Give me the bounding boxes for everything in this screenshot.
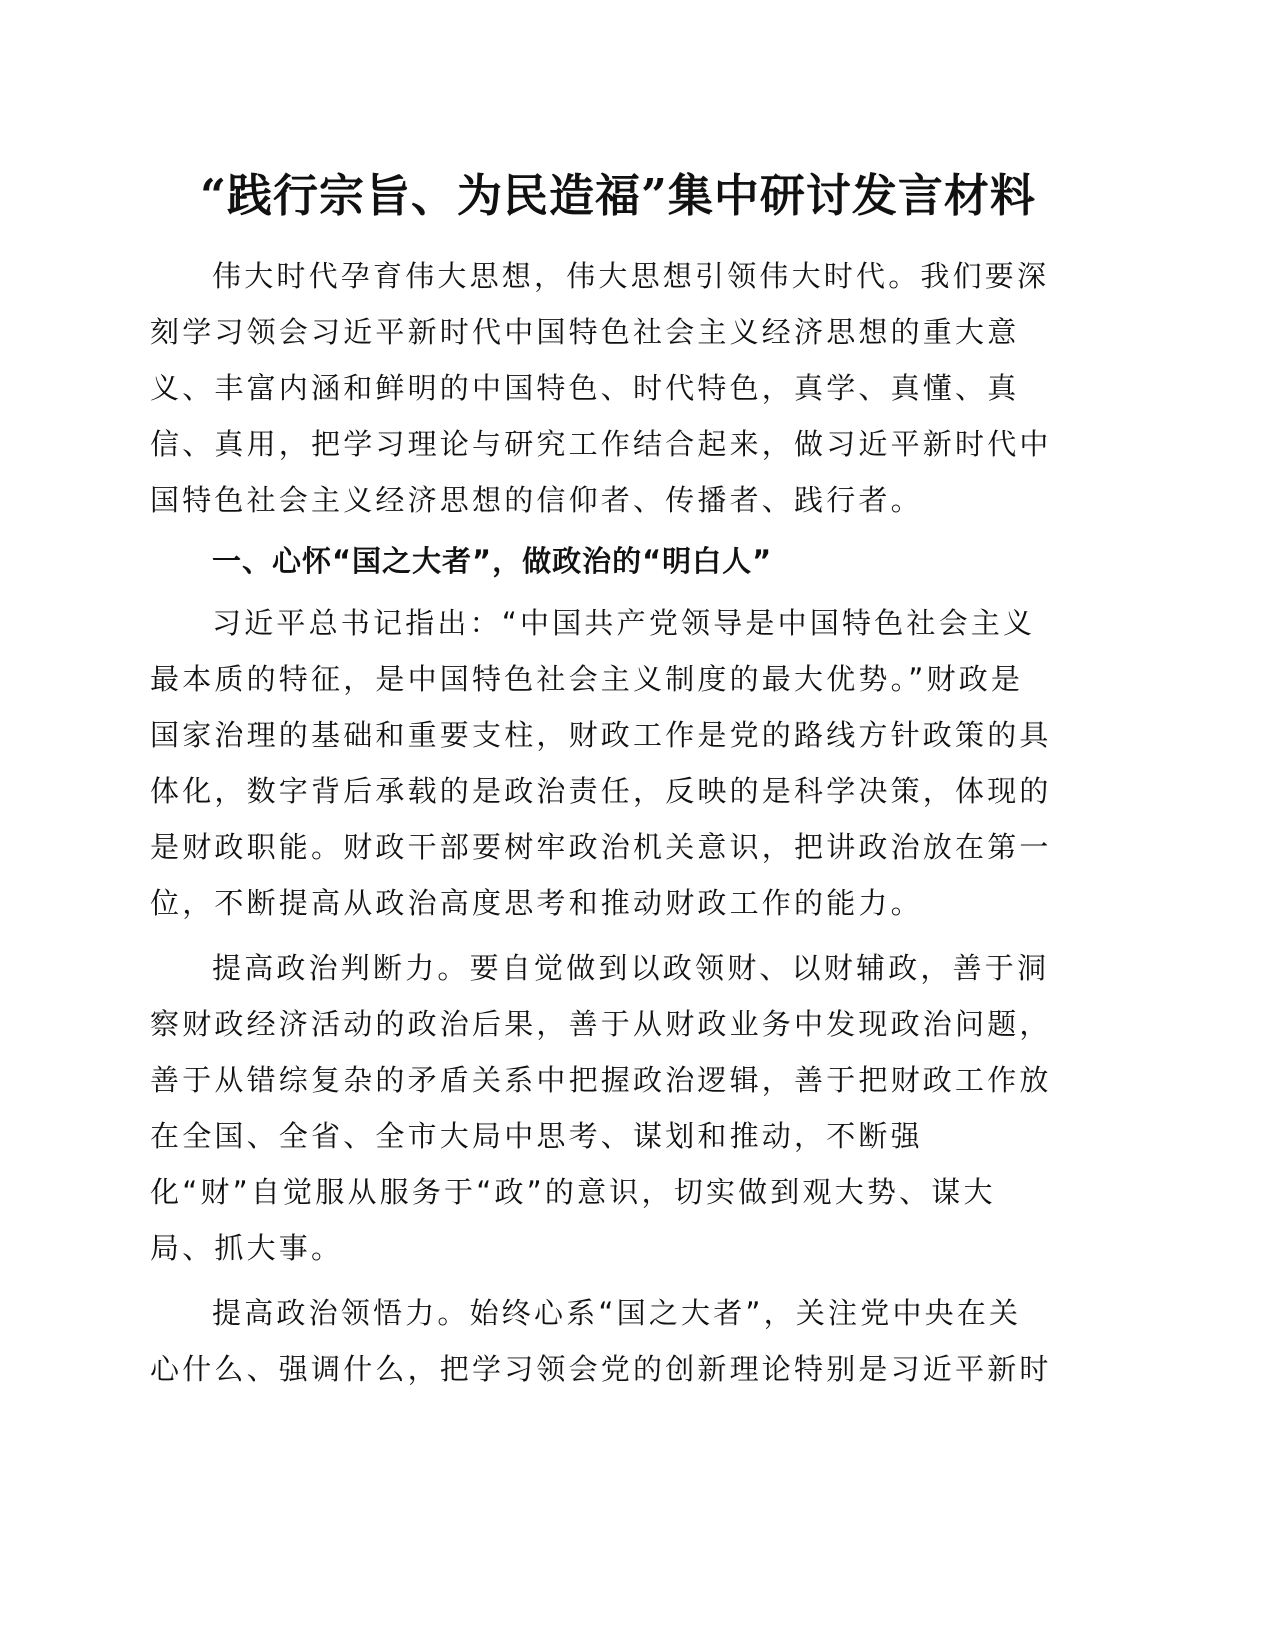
paragraph-line: 国家治理的基础和重要支柱，财政工作是党的路线方针政策的具 [150,718,1052,752]
document-page [150,166,1086,1406]
paragraph-line: 察财政经济活动的政治后果，善于从财政业务中发现政治问题， [150,1007,1052,1041]
section-heading: 一、心怀“国之大者”，做政治的“明白人” [212,544,773,578]
paragraph-line: 提高政治判断力。要自觉做到以政领财、以财辅政，善于洞 [212,951,1050,985]
paragraph-line: 善于从错综复杂的矛盾关系中把握政治逻辑，善于把财政工作放 [150,1063,1052,1097]
body-paragraph [150,595,1086,931]
paragraph-line: 心什么、强调什么，把学习领会党的创新理论特别是习近平新时 [150,1352,1052,1386]
paragraph-line: 局、抓大事。 [150,1231,344,1265]
paragraph-line: 国特色社会主义经济思想的信仰者、传播者、践行者。 [150,483,923,517]
document-title: “践行宗旨、为民造福”集中研讨发言材料 [200,169,1036,222]
paragraph-line: 最本质的特征，是中国特色社会主义制度的最大优势。”财政是 [150,662,1024,696]
intro-paragraph [150,248,1086,528]
body-paragraph [150,1285,1086,1397]
paragraph-line: 体化，数字背后承载的是政治责任，反映的是科学决策，体现的 [150,774,1052,808]
paragraph-line: 提高政治领悟力。始终心系“国之大者”，关注党中央在关 [212,1296,1022,1330]
paragraph-line: 是财政职能。财政干部要树牢政治机关意识，把讲政治放在第一 [150,830,1052,864]
paragraph-line: 信、真用，把学习理论与研究工作结合起来，做习近平新时代中 [150,427,1052,461]
paragraph-line: 伟大时代孕育伟大思想，伟大思想引领伟大时代。我们要深 [212,259,1050,293]
paragraph-line: 刻学习领会习近平新时代中国特色社会主义经济思想的重大意 [150,315,1020,349]
paragraph-line: 位，不断提高从政治高度思考和推动财政工作的能力。 [150,886,923,920]
body-paragraph [150,940,1086,1276]
paragraph-line: 化“财”自觉服从服务于“政”的意识，切实做到观大势、谋大 [150,1175,996,1209]
paragraph-line: 习近平总书记指出：“中国共产党领导是中国特色社会主义 [212,606,1036,640]
paragraph-line: 义、丰富内涵和鲜明的中国特色、时代特色，真学、真懂、真 [150,371,1020,405]
paragraph-line: 在全国、全省、全市大局中思考、谋划和推动，不断强 [150,1119,923,1153]
